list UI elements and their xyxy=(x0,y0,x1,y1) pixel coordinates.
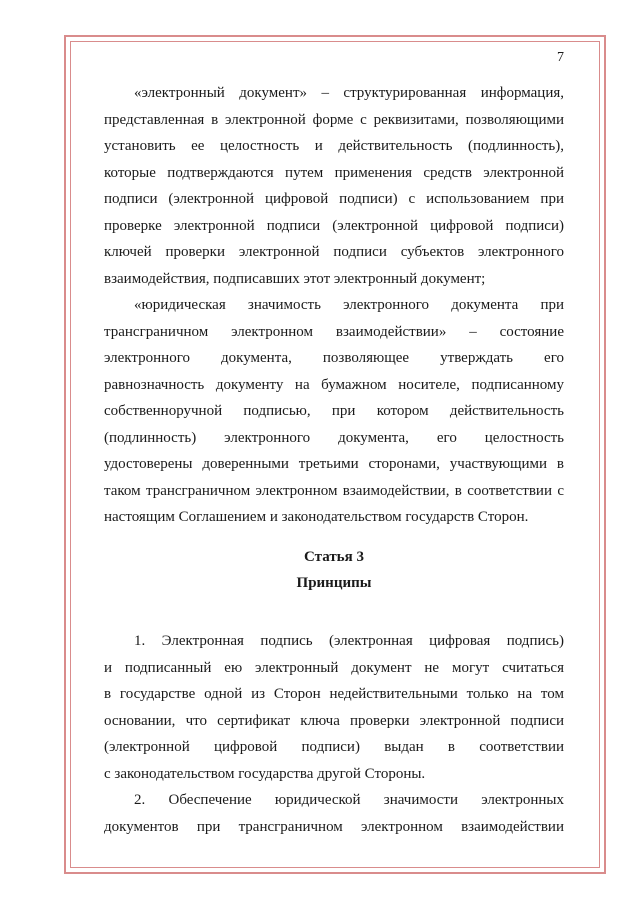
text-line: в государстве одной из Сторон недействительными только на том xyxy=(104,686,564,702)
text-line: настоящим Соглашением и законодательством государств Сторон. xyxy=(104,509,529,525)
article-clause-1 xyxy=(104,628,564,787)
text-line: подписи (электронной цифровой подписи) с использованием при xyxy=(104,191,564,207)
text-line: с законодательством государства другой Стороны. xyxy=(104,765,426,782)
article-title: Принципы xyxy=(296,575,372,591)
text-line: «электронный документ» – структурированная информация, xyxy=(134,85,564,101)
text-line: взаимодействия, подписавших этот электронный документ; xyxy=(104,270,486,287)
text-line: основании, что сертификат ключа проверки электронной подписи xyxy=(104,712,564,729)
text-line: представленная в электронной форме с реквизитами, позволяющими xyxy=(104,111,564,128)
text-line: проверке электронной подписи (электронной цифровой подписи) xyxy=(104,217,564,234)
text-line: ключей проверки электронной подписи субъектов электронного xyxy=(104,244,564,260)
text-line: удостоверены доверенными третьими сторонами, участвующими в xyxy=(104,456,564,472)
text-line: 1. Электронная подпись (электронная цифровая подпись) xyxy=(134,633,564,649)
text-line: 2. Обеспечение юридической значимости электронных xyxy=(134,792,564,808)
text-line: трансграничном электронном взаимодействии» – состояние xyxy=(104,323,564,340)
article-number: Статья 3 xyxy=(304,549,364,565)
text-line: (электронной цифровой подписи) выдан в соответствии xyxy=(104,739,564,755)
text-line: собственноручной подписью, при котором действительность xyxy=(104,403,564,419)
page-number: 7 xyxy=(557,50,564,65)
text-line: и подписанный ею электронный документ не могут считаться xyxy=(104,659,564,676)
text-line: равнозначность документу на бумажном носителе, подписанному xyxy=(104,376,564,393)
text-line: которые подтверждаются путем применения средств электронной xyxy=(104,164,564,181)
text-line: таком трансграничном электронном взаимодействии, в соответствии с xyxy=(104,482,564,499)
definition-electronic-document xyxy=(104,80,564,292)
article-clause-2 xyxy=(104,787,564,840)
text-line: установить ее целостность и действительность (подлинность), xyxy=(104,138,564,154)
text-line: «юридическая значимость электронного документа при xyxy=(134,297,564,313)
text-line: (подлинность) электронного документа, его целостность xyxy=(104,429,564,446)
definition-legal-significance xyxy=(104,292,564,531)
text-line: документов при трансграничном электронном взаимодействии xyxy=(104,818,564,835)
text-line: электронного документа, позволяющее утверждать его xyxy=(104,350,564,366)
